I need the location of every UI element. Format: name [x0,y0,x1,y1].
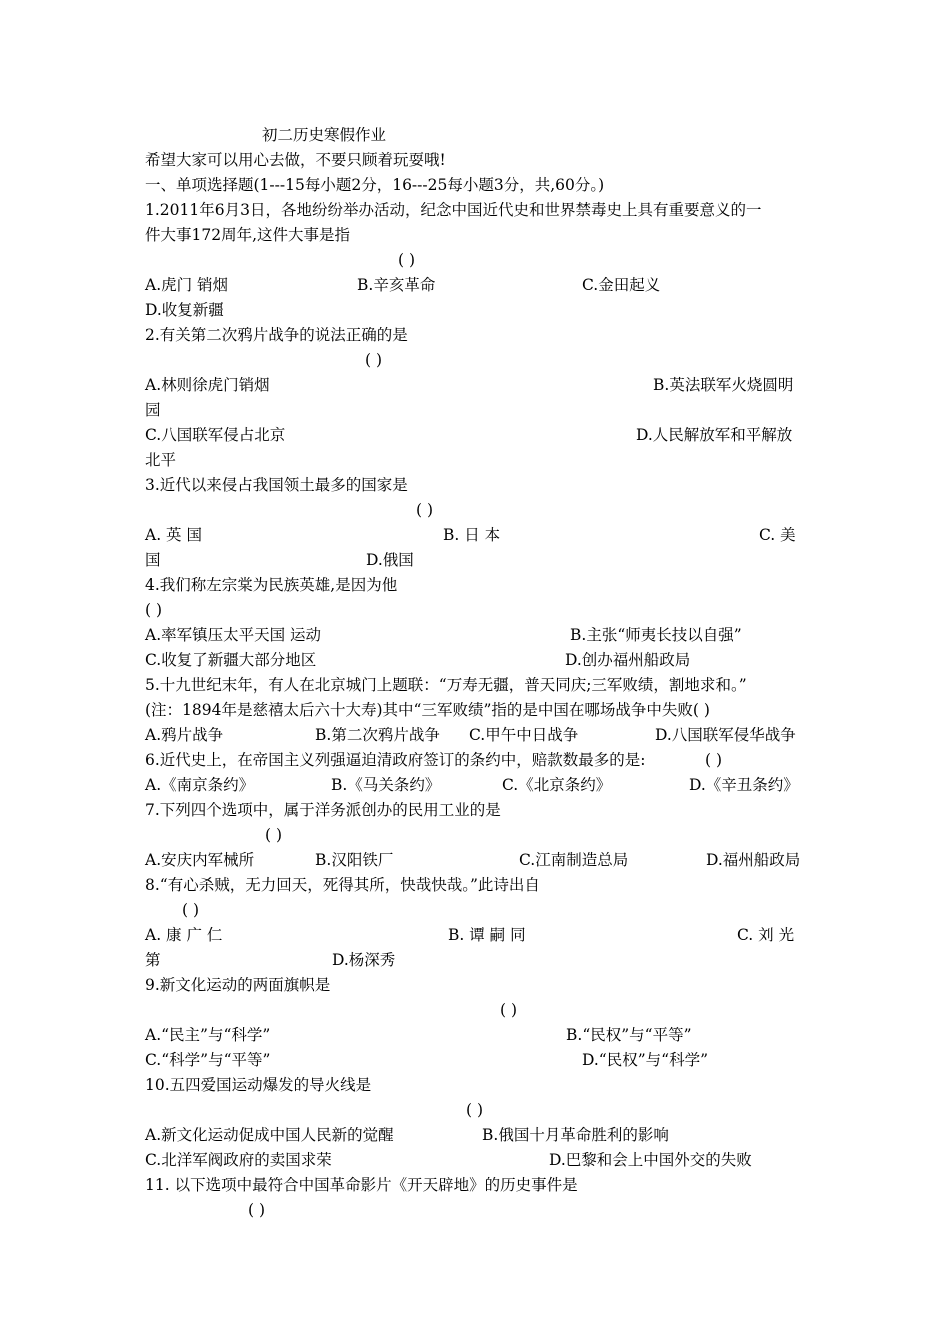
option-a: A.新文化运动促成中国人民新的觉醒 [145,1126,394,1144]
option-a: A.率军镇压太平天国 运动 [145,626,322,644]
answer-blank: ( ) [145,601,163,619]
option-b: B.主张“师夷长技以自强” [570,626,742,644]
question-4-options-ab [145,623,807,648]
answer-blank: ( ) [265,826,283,844]
option-a: A.《南京条约》 [145,776,255,794]
option-d: D.杨深秀 [332,951,396,969]
answer-blank: ( ) [398,251,416,269]
question-5-stem: 5.十九世纪末年，有人在北京城门上题联：“万寿无疆，普天同庆;三军败绩，割地求和。” [145,676,747,694]
option-b: B.俄国十月革命胜利的影响 [482,1126,669,1144]
option-b: B.汉阳铁厂 [315,851,394,869]
question-1-options [145,273,807,298]
question-10-options-cd [145,1148,807,1173]
option-b: B.第二次鸦片战争 [315,726,440,744]
question-2-stem: 2.有关第二次鸦片战争的说法正确的是 [145,326,408,344]
question-10-stem: 10.五四爱国运动爆发的导火线是 [145,1076,372,1094]
option-c: C. 美 [759,526,796,544]
option-d: D.俄国 [366,551,414,569]
option-d: D.收复新疆 [145,301,224,319]
option-c: C. 刘 光 [737,926,795,944]
answer-blank: ( ) [500,1001,518,1019]
question-9-stem: 9.新文化运动的两面旗帜是 [145,976,331,994]
question-4-stem: 4.我们称左宗棠为民族英雄,是因为他 [145,576,398,594]
option-a: A.虎门 销烟 [145,276,229,294]
answer-blank: ( ) [416,501,434,519]
option-d: D.“民权”与“科学” [582,1051,708,1069]
option-d: D.福州船政局 [706,851,801,869]
section-heading: 一、单项选择题(1---15每小题2分，16---25每小题3分，共,60分。) [145,176,605,194]
question-7-stem: 7.下列四个选项中，属于洋务派创办的民用工业的是 [145,801,501,819]
answer-blank: ( ) [466,1101,484,1119]
question-9-options-ab [145,1023,807,1048]
question-7-options [145,848,807,873]
option-a: A. 英 国 [145,526,202,544]
question-3-options [145,523,807,548]
option-d: D.八国联军侵华战争 [655,726,796,744]
option-d: D.《辛丑条约》 [689,776,799,794]
question-2-options-cd [145,423,807,448]
question-5-stem-cont: (注：1894年是慈禧太后六十大寿)其中“三军败绩”指的是中国在哪场战争中失败( ) [145,701,710,719]
question-6-stem: 6.近代史上，在帝国主义列强逼迫清政府签订的条约中，赔款数最多的是: ( ) [145,751,723,769]
answer-blank: ( ) [182,901,200,919]
option-b: B. 谭 嗣 同 [448,926,526,944]
option-b: B.英法联军火烧圆明 [653,376,794,394]
option-c: C.收复了新疆大部分地区 [145,651,317,669]
question-5-options [145,723,807,748]
document-title: 初二历史寒假作业 [262,126,387,144]
option-c: C.金田起义 [582,276,661,294]
option-c: C.“科学”与“平等” [145,1051,271,1069]
question-9-options-cd [145,1048,807,1073]
option-c: C.甲午中日战争 [469,726,579,744]
question-2-option-b-cont: 园 [145,401,161,419]
question-3-options-cont: 国 D.俄国 [145,548,807,573]
option-d: D.巴黎和会上中国外交的失败 [549,1151,752,1169]
option-a: A.鸦片战争 [145,726,224,744]
question-8-options [145,923,807,948]
question-2-options-ab [145,373,807,398]
option-d: D.人民解放军和平解放 [636,426,793,444]
option-a: A.林则徐虎门销烟 [145,376,270,394]
option-a: A.安庆内军械所 [145,851,255,869]
answer-blank: ( ) [365,351,383,369]
option-a: A.“民主”与“科学” [145,1026,271,1044]
question-1-stem: 1.2011年6月3日，各地纷纷举办活动，纪念中国近代史和世界禁毒史上具有重要意义的一 [145,201,762,219]
question-3-stem: 3.近代以来侵占我国领土最多的国家是 [145,476,408,494]
question-2-option-d-cont: 北平 [145,451,177,469]
option-b: B.辛亥革命 [357,276,436,294]
question-8-stem: 8.“有心杀贼，无力回天，死得其所，快哉快哉。”此诗出自 [145,876,540,894]
option-d: D.创办福州船政局 [565,651,691,669]
question-1-option-d [145,298,807,323]
question-10-options-ab [145,1123,807,1148]
question-1-stem-cont: 件大事172周年,这件大事是指 [145,226,351,244]
question-8-options-cont: 第 D.杨深秀 [145,948,807,973]
question-6-options [145,773,807,798]
option-c: C.八国联军侵占北京 [145,426,286,444]
option-b: B.《马关条约》 [331,776,441,794]
answer-blank: ( ) [248,1201,266,1219]
question-4-options-cd [145,648,807,673]
question-11-stem: 11. 以下选项中最符合中国革命影片《开天辟地》的历史事件是 [145,1176,578,1194]
option-c: C.北洋军阀政府的卖国求荣 [145,1151,332,1169]
option-b: B. 日 本 [443,526,501,544]
option-c: C.江南制造总局 [519,851,629,869]
option-a: A. 康 广 仁 [145,926,223,944]
intro-line: 希望大家可以用心去做，不要只顾着玩耍哦! [145,151,446,169]
option-c: C.《北京条约》 [502,776,612,794]
option-b: B.“民权”与“平等” [566,1026,692,1044]
